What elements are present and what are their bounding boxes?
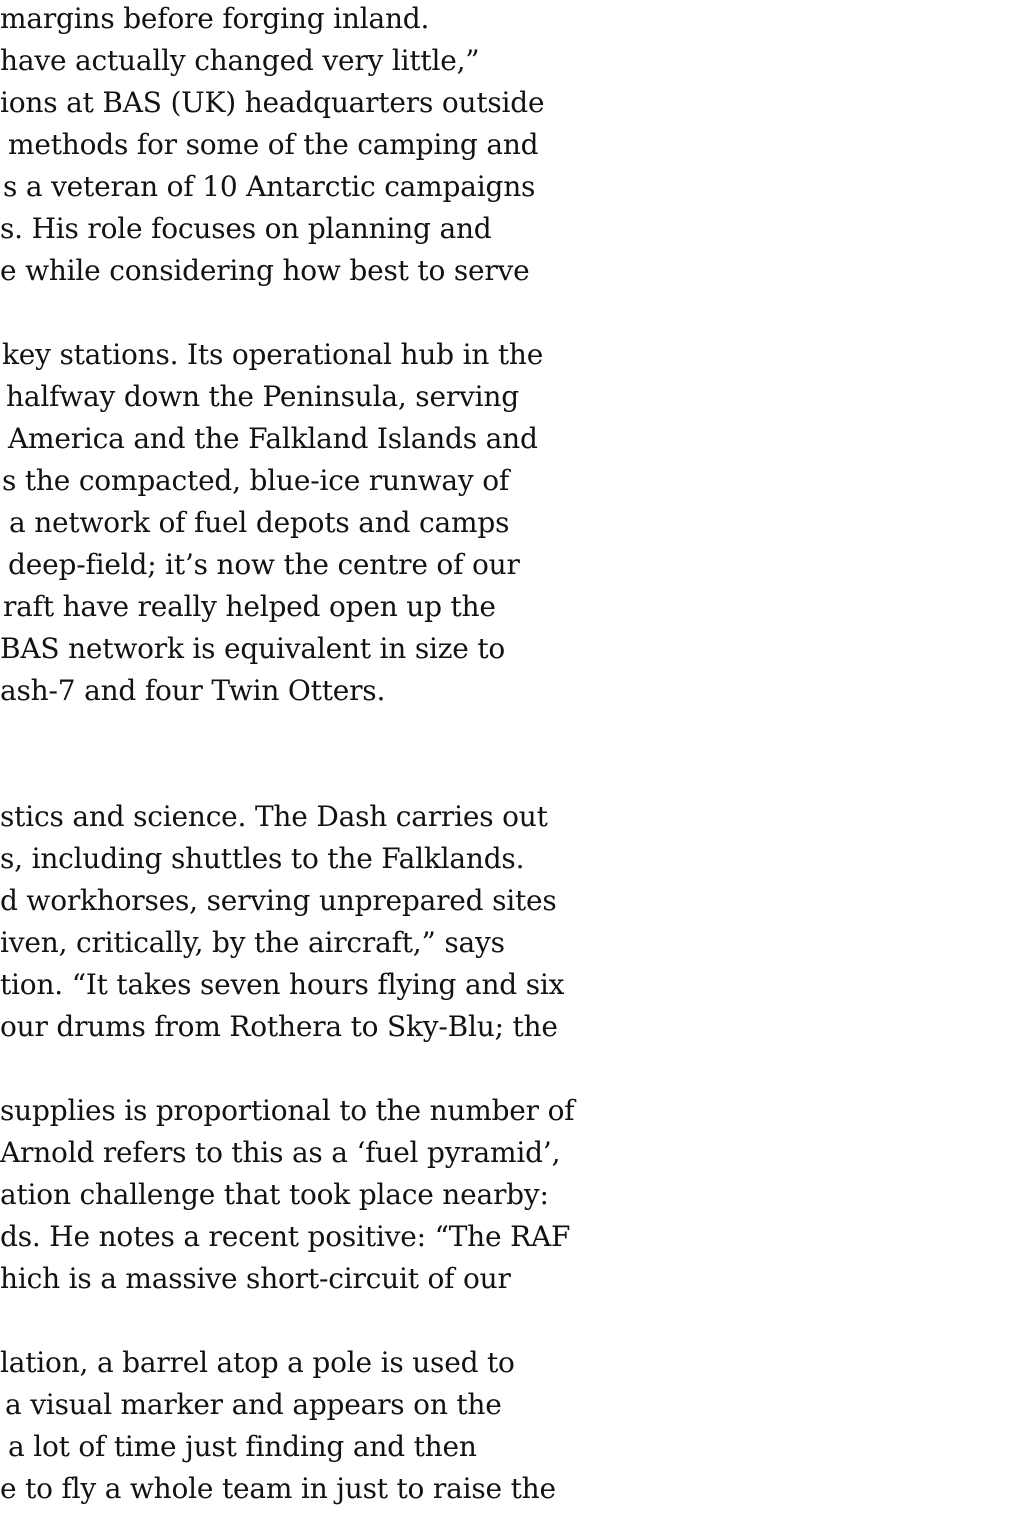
- text-line: tion. “It takes seven hours flying and six: [0, 968, 565, 1001]
- text-line: raft have really helped open up the: [3, 590, 496, 623]
- text-line: have actually changed very little,”: [0, 44, 480, 77]
- text-line: iven, critically, by the aircraft,” says: [0, 926, 505, 959]
- text-line: halfway down the Peninsula, serving: [6, 380, 519, 413]
- paragraph-operations: [0, 0, 1024, 292]
- paragraph-stations: [0, 334, 1024, 712]
- text-line: margins before forging inland.: [0, 2, 430, 35]
- text-line: s the compacted, blue-ice runway of: [2, 464, 510, 497]
- text-line: s. His role focuses on planning and: [0, 212, 492, 245]
- text-line: s a veteran of 10 Antarctic campaigns: [3, 170, 536, 203]
- text-line: ation challenge that took place nearby:: [0, 1178, 549, 1211]
- text-line: e to fly a whole team in just to raise the: [0, 1472, 556, 1505]
- text-line: supplies is proportional to the number of: [0, 1094, 575, 1127]
- text-line: ash-7 and four Twin Otters.: [0, 674, 386, 707]
- text-line: s, including shuttles to the Falklands.: [0, 842, 525, 875]
- text-line: stics and science. The Dash carries out: [0, 800, 548, 833]
- paragraph-barrel-marker: [0, 1342, 1024, 1510]
- text-line: BAS network is equivalent in size to: [0, 632, 506, 665]
- text-line: our drums from Rothera to Sky-Blu; the: [0, 1010, 558, 1043]
- text-line: lation, a barrel atop a pole is used to: [0, 1346, 515, 1379]
- text-line: d workhorses, serving unprepared sites: [0, 884, 557, 917]
- text-line: key stations. Its operational hub in the: [2, 338, 544, 371]
- text-line: e while considering how best to serve: [0, 254, 530, 287]
- paragraph-fuel-pyramid: [0, 1090, 1024, 1300]
- text-line: America and the Falkland Islands and: [8, 422, 538, 455]
- paragraph-aircraft: [0, 796, 1024, 1048]
- text-line: deep-field; it’s now the centre of our: [8, 548, 520, 581]
- text-line: ions at BAS (UK) headquarters outside: [0, 86, 545, 119]
- text-line: Arnold refers to this as a ‘fuel pyramid’,: [0, 1136, 561, 1169]
- text-line: a network of fuel depots and camps: [9, 506, 510, 539]
- text-line: a visual marker and appears on the: [5, 1388, 502, 1421]
- text-line: methods for some of the camping and: [8, 128, 539, 161]
- text-line: ds. He notes a recent positive: “The RAF: [0, 1220, 571, 1253]
- text-line: hich is a massive short-circuit of our: [0, 1262, 511, 1295]
- text-line: a lot of time just finding and then: [8, 1430, 477, 1463]
